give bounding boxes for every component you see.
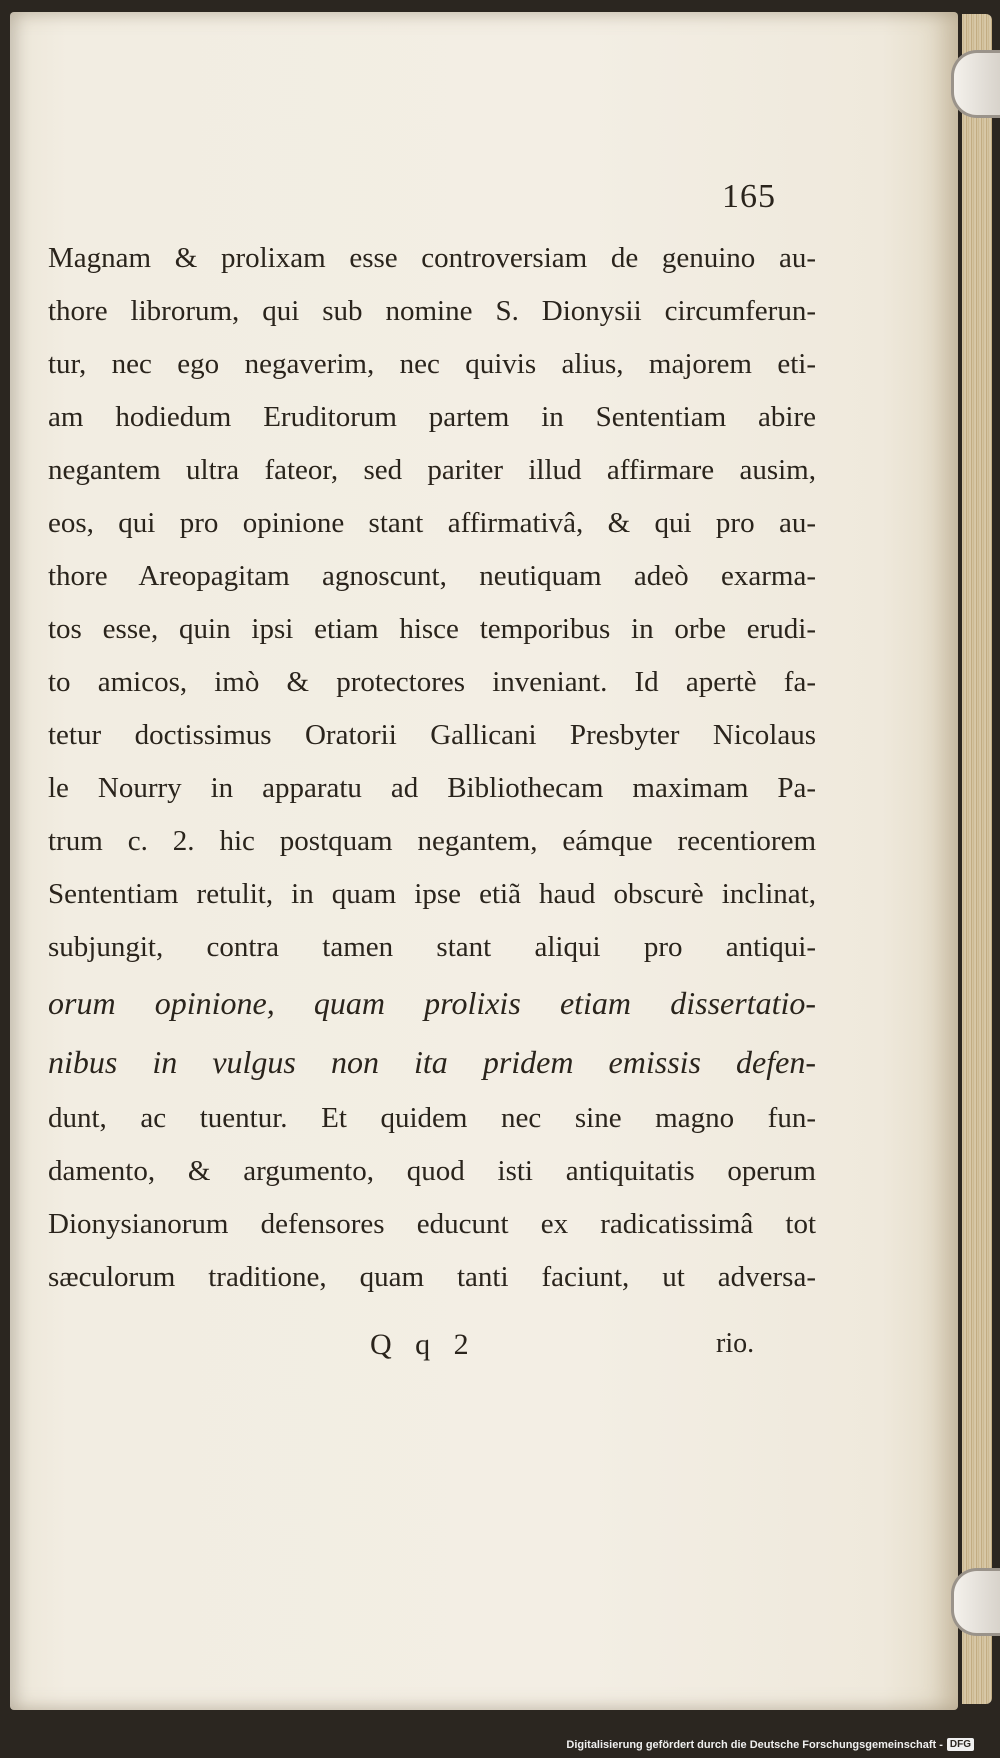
- credit-text: Digitalisierung gefördert durch die Deutsche Forschungsgemeinschaft -: [566, 1738, 943, 1751]
- text-line: thore Areopagitam agnoscunt, neutiquam adeò exarma-: [48, 560, 816, 592]
- signature-mark: Q q 2: [370, 1328, 477, 1361]
- catchword: rio.: [716, 1328, 755, 1359]
- digitization-credit: [566, 1738, 974, 1751]
- text-line: orum opinione, quam prolixis etiam dissertatio-: [48, 985, 816, 1021]
- text-line: Sententiam retulit, in quam ipse etiã haud obscurè inclinat,: [48, 878, 816, 910]
- page-clip-bottom: [951, 1568, 1000, 1636]
- page-edges: [962, 14, 992, 1704]
- text-line: damento, & argumento, quod isti antiquitatis operum: [48, 1155, 816, 1187]
- text-line: le Nourry in apparatu ad Bibliothecam maximam Pa-: [48, 772, 816, 804]
- text-line: Dionysianorum defensores educunt ex radicatissimâ tot: [48, 1208, 816, 1240]
- text-line: tetur doctissimus Oratorii Gallicani Presbyter Nicolaus: [48, 719, 816, 751]
- page-number: 165: [722, 178, 776, 215]
- text-line: nibus in vulgus non ita pridem emissis defen-: [48, 1044, 816, 1080]
- text-line: eos, qui pro opinione stant affirmativâ, & qui pro au-: [48, 507, 816, 539]
- text-line: trum c. 2. hic postquam negantem, eámque recentiorem: [48, 825, 816, 857]
- body-text: [48, 232, 816, 1304]
- text-line: negantem ultra fateor, sed pariter illud affirmare ausim,: [48, 454, 816, 486]
- dfg-logo: DFG: [947, 1738, 974, 1751]
- text-line: tur, nec ego negaverim, nec quivis alius, majorem eti-: [48, 348, 816, 380]
- text-line: Magnam & prolixam esse controversiam de genuino au-: [48, 242, 816, 274]
- text-line: thore librorum, qui sub nomine S. Dionysii circumferun-: [48, 295, 816, 327]
- page-clip-top: [951, 50, 1000, 118]
- text-line: am hodiedum Eruditorum partem in Sententiam abire: [48, 401, 816, 433]
- text-line: subjungit, contra tamen stant aliqui pro antiqui-: [48, 931, 816, 963]
- text-line: tos esse, quin ipsi etiam hisce temporibus in orbe erudi-: [48, 613, 816, 645]
- text-line: sæculorum traditione, quam tanti faciunt, ut adversa-: [48, 1261, 816, 1293]
- text-line: to amicos, imò & protectores inveniant. Id apertè fa-: [48, 666, 816, 698]
- text-line: dunt, ac tuentur. Et quidem nec sine magno fun-: [48, 1102, 816, 1134]
